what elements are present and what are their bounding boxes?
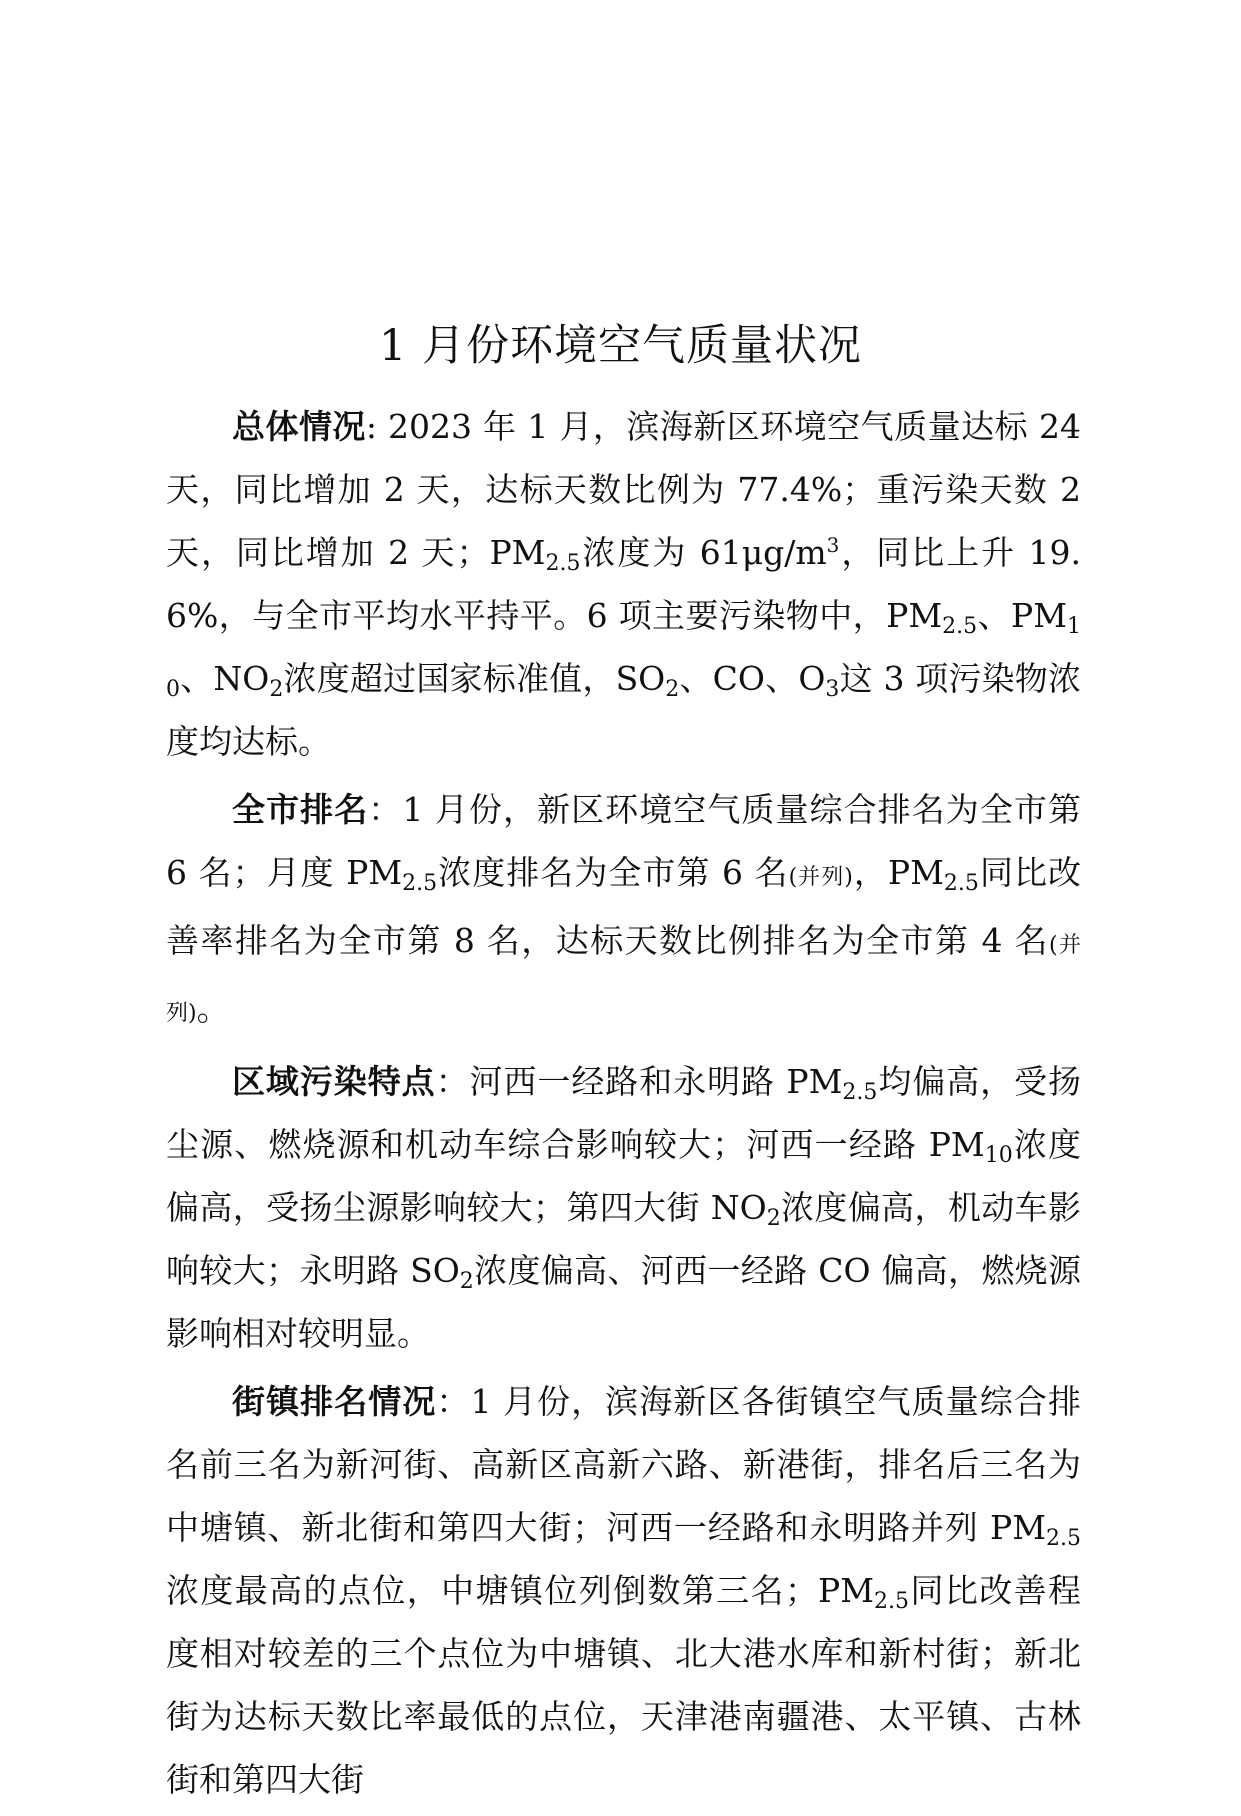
- tie-note: (并列): [788, 865, 853, 890]
- paragraph-text: ，同比上升 19.6%，与全市平均水平持平。6 项主要污染物中，PM: [166, 533, 1081, 635]
- paragraph-regional-pollution: [166, 1050, 1081, 1365]
- paragraph-text: ：1 月份，滨海新区各街镇空气质量综合排名前三名为新河街、高新区高新六路、新港街，排名后三名为中塘镇、新北街和第四大街；河西一经路和永明路并列 PM: [166, 1382, 1081, 1547]
- paragraph-text: 、CO、O: [679, 659, 826, 698]
- paragraph-lead: 街镇排名情况: [232, 1382, 437, 1421]
- paragraph-text: 、PM: [977, 596, 1067, 635]
- subscript: 2.5: [943, 871, 979, 896]
- subscript: 2: [459, 1269, 474, 1294]
- subscript: 2.5: [942, 614, 978, 639]
- paragraph-text: 、NO: [180, 659, 270, 698]
- subscript: 10: [984, 1143, 1013, 1168]
- paragraph-lead: 区域污染特点: [232, 1062, 436, 1101]
- paragraph-lead: 总体情况: [232, 407, 366, 446]
- paragraph-text: 浓度偏高、河西一经路 CO 偏高，燃烧源影响相对较明显。: [166, 1251, 1081, 1353]
- subscript: 2: [665, 677, 680, 702]
- subscript: 2.5: [545, 551, 581, 576]
- paragraph-city-ranking: [166, 778, 1081, 1045]
- paragraph-text: 均偏高，受扬尘源、燃烧源和机动车综合影响较大；河西一经路 PM: [166, 1062, 1082, 1164]
- paragraph-street-ranking: [166, 1370, 1081, 1811]
- document-title: 1 月份环境空气质量状况: [378, 321, 863, 371]
- paragraph-text: ，PM: [852, 853, 944, 892]
- subscript: 2: [766, 1206, 781, 1231]
- paragraph-text: 浓度排名为全市第 6 名: [437, 853, 789, 892]
- paragraph-text: ：河西一经路和永明路 PM: [435, 1062, 843, 1101]
- superscript: 3: [826, 533, 840, 557]
- subscript: 10: [166, 614, 1081, 702]
- subscript: 2: [269, 677, 284, 702]
- paragraph-text: 浓度偏高，机动车影响较大；永明路 SO: [166, 1188, 1082, 1290]
- paragraph-lead: 全市排名: [232, 790, 369, 829]
- subscript: 2.5: [842, 1080, 878, 1105]
- tie-note: (并列): [166, 933, 1082, 1026]
- paragraph-text: ：1 月份，新区环境空气质量综合排名为全市第 6 名；月度 PM: [166, 790, 1081, 892]
- paragraph-text: 浓度为 61μg/m: [580, 533, 827, 572]
- paragraph-text: 浓度超过国家标准值，SO: [283, 659, 666, 698]
- paragraph-text: 浓度偏高，受扬尘源影响较大；第四大街 NO: [166, 1125, 1081, 1227]
- paragraph-text: 同比改善程度相对较差的三个点位为中塘镇、北大港水库和新村街；新北街为达标天数比率最低的点位，天津港南疆港、太平镇、古林街和第四大街: [166, 1571, 1082, 1799]
- paragraph-text: 同比改善率排名为全市第 8 名，达标天数比例排名为全市第 4 名: [166, 853, 1082, 960]
- subscript: 2.5: [874, 1589, 910, 1614]
- subscript: 2.5: [402, 871, 438, 896]
- paragraph-text: : 2023 年 1 月，滨海新区环境空气质量达标 24 天，同比增加 2 天，达标天数比例为 77.4%；重污染天数 2 天，同比增加 2 天；PM: [166, 407, 1082, 572]
- paragraph-text: 。: [196, 989, 230, 1028]
- paragraph-text: 这 3 项污染物浓度均达标。: [166, 659, 1081, 761]
- document-body: [166, 395, 1081, 1816]
- subscript: 2.5: [1046, 1526, 1081, 1551]
- paragraph-overall: [166, 395, 1081, 773]
- subscript: 3: [825, 677, 840, 702]
- paragraph-text: 浓度最高的点位，中塘镇位列倒数第三名；PM: [166, 1571, 875, 1610]
